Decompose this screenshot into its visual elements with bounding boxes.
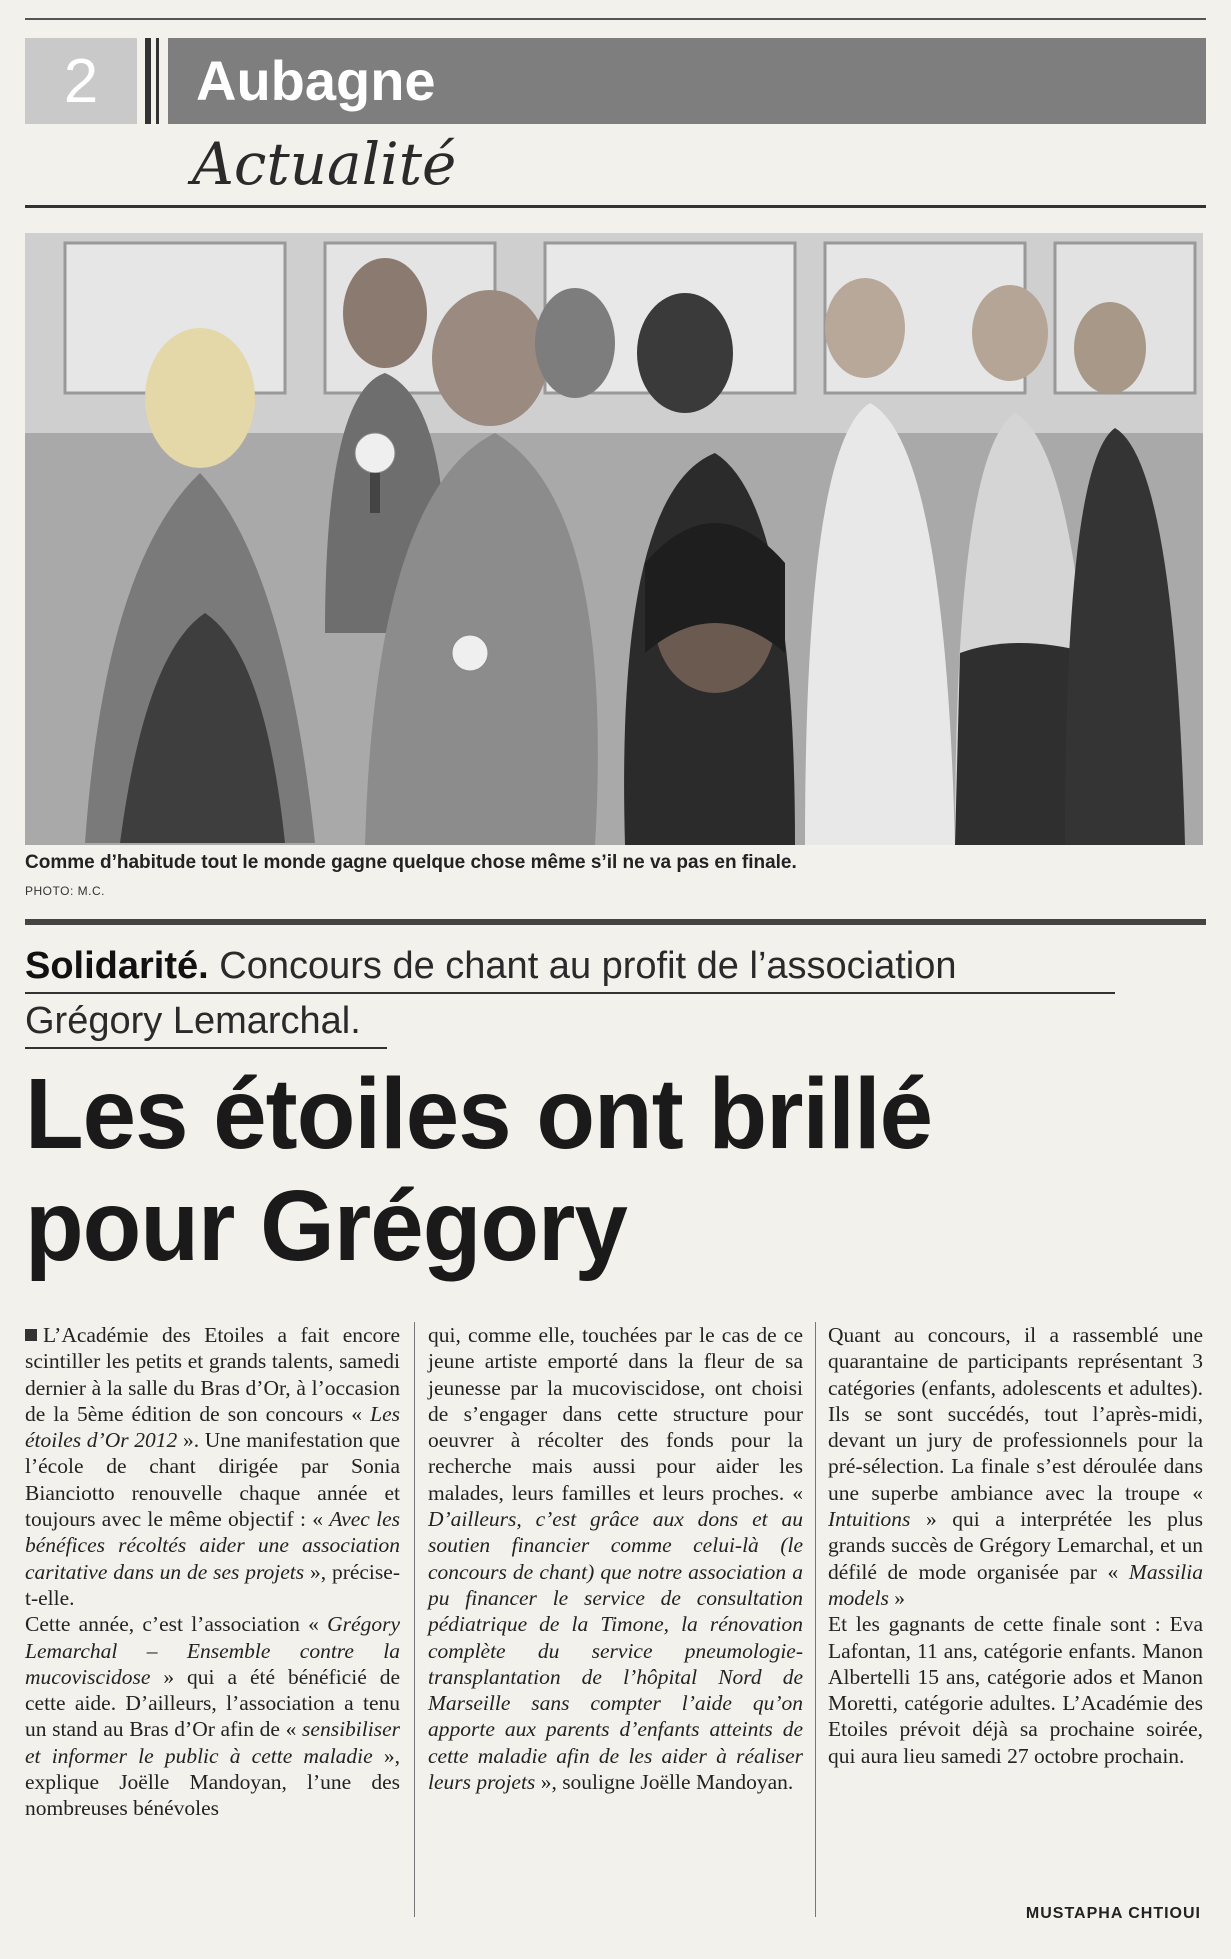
article-quote: Les étoiles d’Or 2012 <box>25 1401 400 1453</box>
rubric-rule <box>25 205 1206 208</box>
article-text: Et les gagnants de cette finale sont : Eva Lafontan, 11 ans, catégorie enfants. Manon Albertelli 15 ans, catégorie ados et Manon Moretti, catégorie adultes. L’Académie des Etoiles prévoit déjà sa prochaine soirée, qui aura lieu samedi 27 octobre prochain. <box>828 1612 1203 1768</box>
column-divider <box>815 1322 816 1917</box>
article-quote: Grégory Lemarchal – Ensemble contre la mucoviscidose <box>25 1612 400 1689</box>
photo-illustration <box>25 233 1203 845</box>
article-paragraph <box>428 1322 803 1795</box>
lead-square-icon <box>25 1329 37 1341</box>
kicker-text: Concours de chant au profit de l’association <box>208 945 957 987</box>
header-separator-thin <box>156 38 159 124</box>
article-text: L’Académie des Etoiles a fait encore scintiller les petits et grands talents, samedi dernier à la salle du Bras d’Or, à l’occasion de la 5ème édition de son concours « <box>25 1323 400 1426</box>
photo-caption: Comme d’habitude tout le monde gagne quelque chose même s’il ne va pas en finale. <box>25 852 797 873</box>
article-text: », explique Joëlle Mandoyan, l’une des nombreuses bénévoles <box>25 1743 400 1821</box>
article-quote: D’ailleurs, c’est grâce aux dons et au soutien financier comme celui-là (le concours de chant) que notre association a pu financer le service de consultation pédiatrique de la Timone, la rénovation complète du service pneumologie-transplantation de l’hôpital Nord de Marseille sans compter l’aide qu’on apporte aux parents d’enfants atteints de cette maladie afin de les aider à réaliser leurs projets <box>428 1507 803 1795</box>
article-text: », souligne Joëlle Mandoyan. <box>535 1770 794 1795</box>
news-photo <box>25 233 1203 845</box>
article-text: Quant au concours, il a rassemblé une quarantaine de participants représentant 3 catégories (enfants, adolescents et adultes). Ils se sont succédés, tout l’après-midi, devant un jury de professionnels pour la pré-sélection. La finale s’est déroulée dans une superbe ambiance avec la troupe « <box>828 1323 1203 1505</box>
kicker-underline <box>25 992 1115 994</box>
article-text: Cette année, c’est l’association « <box>25 1612 328 1637</box>
article-column-3 <box>828 1322 1203 1769</box>
article-column-2 <box>428 1322 803 1795</box>
article-text: » qui a été bénéficié de cette aide. D’ailleurs, l’association a tenu un stand au Bras d’Or afin de « <box>25 1664 400 1742</box>
article-column-1 <box>25 1322 400 1822</box>
kicker-line-2: Grégory Lemarchal. <box>25 1000 361 1042</box>
article-paragraph <box>828 1322 1203 1769</box>
article-quote: Avec les bénéfices récoltés aider une association caritative dans un de ses projets <box>25 1507 400 1584</box>
page-number: 2 <box>25 38 137 124</box>
article-paragraph <box>25 1322 400 1822</box>
article-text: ». Une manifestation que l’école de chant dirigée par Sonia Bianciotto renouvelle chaque année et toujours avec le même objectif : « <box>25 1428 400 1532</box>
byline: MUSTAPHA CHTIOUI <box>1025 1905 1201 1922</box>
section-title: Aubagne <box>168 38 1206 124</box>
headline <box>25 1058 1158 1282</box>
article-text: » qui a interprétée les plus grands succès de Grégory Lemarchal, et un défilé de mode organisée par « <box>828 1507 1203 1584</box>
rubric-title: Actualité <box>192 130 457 198</box>
article-quote: Intuitions <box>828 1507 911 1532</box>
article-text: », précise-t-elle. <box>25 1559 400 1610</box>
kicker-label: Solidarité. <box>25 945 209 987</box>
kicker-underline <box>25 1047 387 1049</box>
top-rule <box>25 18 1206 20</box>
headline-line-2: pour Grégory <box>25 1170 627 1282</box>
article-text: » <box>888 1585 906 1610</box>
article-quote: sensibiliser et informer le public à cette maladie <box>25 1717 400 1768</box>
header-separator <box>145 38 151 124</box>
photo-credit: PHOTO: M.C. <box>25 884 105 898</box>
kicker-line-1 <box>25 945 957 988</box>
headline-line-1: Les étoiles ont brillé <box>25 1058 933 1170</box>
column-divider <box>414 1322 415 1917</box>
section-rule <box>25 919 1206 925</box>
article-text: qui, comme elle, touchées par le cas de ce jeune artiste emporté dans la fleur de sa jeunesse par la mucoviscidose, ont choisi de s’engager dans cette structure pour oeuvrer à récolter des fonds pour la recherche mais aussi pour aider les malades, leurs familles et leurs proches. « <box>428 1323 803 1505</box>
article-quote: Massilia models <box>828 1559 1203 1610</box>
